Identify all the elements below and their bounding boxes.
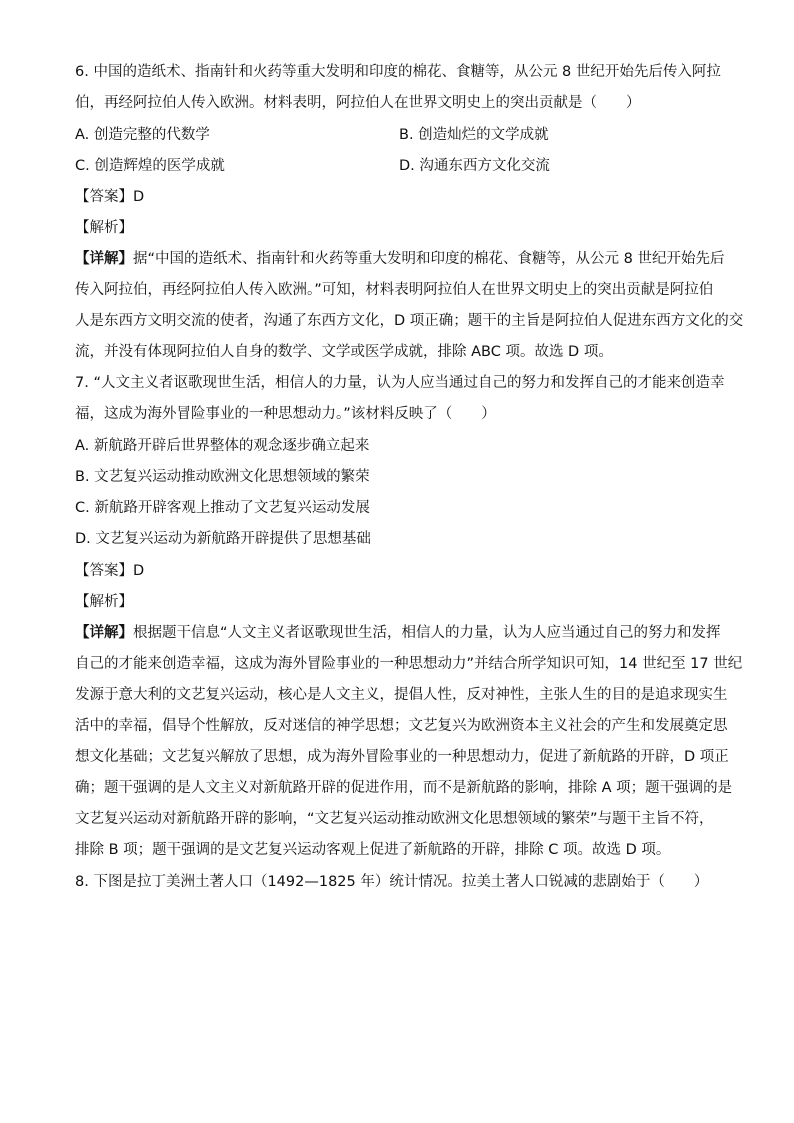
q7-option-a: A. 新航路开辟后世界整体的观念逐步确立起来 xyxy=(75,438,370,454)
q7-detail-text1: 根据题干信息“人文主义者讴歌现世生活，相信人的力量，认为人应当通过自己的努力和发挥 xyxy=(133,625,721,641)
q6-option-d: D. 沟通东西方文化交流 xyxy=(399,158,550,174)
q6-detail-line3: 人是东西方文明交流的使者，沟通了东西方文化，D 项正确；题干的主旨是阿拉伯人促进东西方文化的交 xyxy=(75,313,744,329)
q6-option-a: A. 创造完整的代数学 xyxy=(75,127,210,143)
q6-answer: 【答案】D xyxy=(75,189,145,205)
q7-detail-line8: 排除 B 项；题干强调的是文艺复兴运动客观上促进了新航路的开辟，排除 C 项。故选 D 项。 xyxy=(75,842,671,858)
q7-option-c: C. 新航路开辟客观上推动了文艺复兴运动发展 xyxy=(75,500,370,516)
q6-detail-tag: 【详解】 xyxy=(75,251,133,267)
q6-detail-line1 xyxy=(75,249,724,269)
q7-detail-line5: 想文化基础；文艺复兴解放了思想，成为海外冒险事业的一种思想动力，促进了新航路的开辟，D 项正 xyxy=(75,749,729,765)
q6-stem-line1: 6. 中国的造纸术、指南针和火药等重大发明和印度的棉花、食糖等，从公元 8 世纪开始先后传入阿拉 xyxy=(75,64,721,80)
q7-detail-line3: 发源于意大利的文艺复兴运动，核心是人文主义，提倡人性，反对神性，主张人生的目的是追求现实生 xyxy=(75,687,728,703)
q7-detail-tag: 【详解】 xyxy=(75,625,133,641)
q7-detail-line7: 文艺复兴运动对新航路开辟的影响，“文艺复兴运动推动欧洲文化思想领域的繁荣”与题干主旨不符， xyxy=(75,811,714,827)
q7-analysis-label: 【解析】 xyxy=(75,594,133,610)
q7-option-b: B. 文艺复兴运动推动欧洲文化思想领域的繁荣 xyxy=(75,469,370,485)
q6-option-b: B. 创造灿烂的文学成就 xyxy=(399,127,549,143)
q7-option-d: D. 文艺复兴运动为新航路开辟提供了思想基础 xyxy=(75,531,371,547)
q6-analysis-label: 【解析】 xyxy=(75,220,133,236)
q7-detail-line6: 确；题干强调的是人文主义对新航路开辟的促进作用，而不是新航路的影响，排除 A 项；题干强调的是 xyxy=(75,780,733,796)
q7-stem-line1: 7. “人文主义者讴歌现世生活，相信人的力量，认为人应当通过自己的努力和发挥自己的才能来创造幸 xyxy=(75,375,725,391)
q7-detail-line1 xyxy=(75,623,721,643)
q8-stem-line1: 8. 下图是拉丁美洲土著人口（1492—1825 年）统计情况。拉美土著人口锐减的悲剧始于（ ） xyxy=(75,874,709,890)
q6-option-c: C. 创造辉煌的医学成就 xyxy=(75,158,225,174)
q7-detail-line2: 自己的才能来创造幸福，这成为海外冒险事业的一种思想动力”并结合所学知识可知，14 世纪至 17 世纪 xyxy=(75,656,743,672)
q6-detail-text1: 据“中国的造纸术、指南针和火药等重大发明和印度的棉花、食糖等，从公元 8 世纪开始先后 xyxy=(133,251,725,267)
q6-detail-line4: 流，并没有体现阿拉伯人自身的数学、文学或医学成就，排除 ABC 项。故选 D 项。 xyxy=(75,344,613,360)
q6-stem-line2: 伯，再经阿拉伯人传入欧洲。材料表明，阿拉伯人在世界文明史上的突出贡献是（ ） xyxy=(75,95,641,111)
q7-stem-line2: 福，这成为海外冒险事业的一种思想动力。”该材料反映了（ ） xyxy=(75,406,496,422)
q7-answer: 【答案】D xyxy=(75,563,145,579)
q7-detail-line4: 活中的幸福，倡导个性解放，反对迷信的神学思想；文艺复兴为欧洲资本主义社会的产生和发展奠定思 xyxy=(75,718,728,734)
q6-detail-line2: 传入阿拉伯，再经阿拉伯人传入欧洲。”可知，材料表明阿拉伯人在世界文明史上的突出贡献是阿拉伯 xyxy=(75,282,714,298)
